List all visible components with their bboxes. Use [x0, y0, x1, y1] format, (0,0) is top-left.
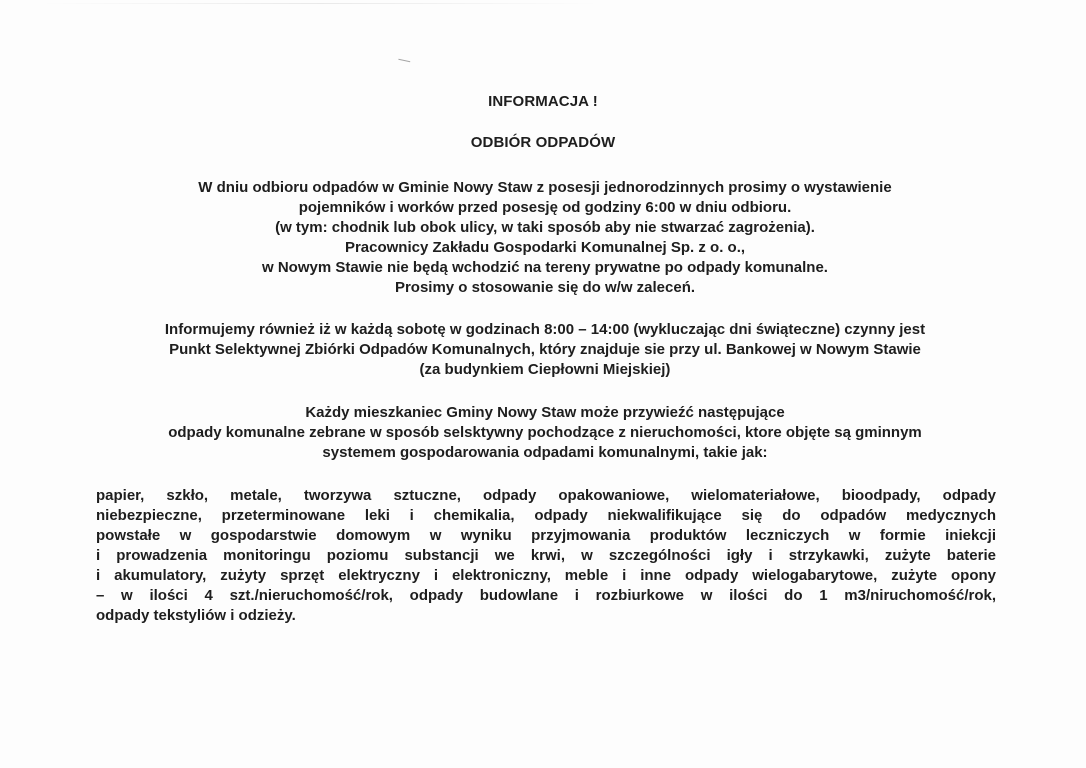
scan-artifact-line [40, 3, 600, 4]
paragraph-line: Punkt Selektywnej Zbiórki Odpadów Komunalnych, który znajduje sie przy ul. Bankowej w Nowym Stawie [169, 341, 921, 358]
paragraph-line: pojemników i worków przed posesję od godziny 6:00 w dniu odbioru. [298, 199, 792, 216]
paragraph-line: i akumulatory, zużyty sprzęt elektryczny i elektroniczny, meble i inne odpady wielogabarytowe, zużyte opony [96, 567, 996, 584]
waste-types-paragraph [96, 486, 996, 626]
residents-info-paragraph [60, 403, 1030, 463]
paragraph-line: Każdy mieszkaniec Gminy Nowy Staw może przywieźć następujące [305, 404, 785, 421]
pszok-info-paragraph [60, 320, 1030, 380]
document-title: INFORMACJA ! [488, 93, 598, 110]
paragraph-line: papier, szkło, metale, tworzywa sztuczne, odpady opakowaniowe, wielomateriałowe, bioodpady, odpady [96, 487, 996, 504]
paragraph-line: powstałe w gospodarstwie domowym w wyniku przyjmowania produktów leczniczych w formie iniekcji [96, 527, 996, 544]
paragraph-line: odpady tekstyliów i odzieży. [96, 607, 296, 624]
scan-artifact-mark [398, 59, 411, 65]
paragraph-line: odpady komunalne zebrane w sposób selsktywny pochodzące z nieruchomości, ktore objęte są gminnym [168, 424, 922, 441]
paragraph-line: Prosimy o stosowanie się do w/w zaleceń. [394, 279, 696, 296]
paragraph-line: Informujemy również iż w każdą sobotę w godzinach 8:00 – 14:00 (wykluczając dni świąteczne) czynny jest [164, 321, 926, 338]
paragraph-line: niebezpieczne, przeterminowane leki i chemikalia, odpady niekwalifikujące się do odpadów medycznych [96, 507, 996, 524]
paragraph-line: (za budynkiem Ciepłowni Miejskiej) [419, 361, 671, 378]
paragraph-line: w Nowym Stawie nie będą wchodzić na tereny prywatne po odpady komunalne. [262, 259, 828, 276]
collection-instructions-paragraph [60, 178, 1030, 298]
paragraph-line: (w tym: chodnik lub obok ulicy, w taki sposób aby nie stwarzać zagrożenia). [275, 219, 815, 236]
paragraph-line: W dniu odbioru odpadów w Gminie Nowy Staw z posesji jednorodzinnych prosimy o wystawienie [198, 179, 892, 196]
paragraph-line: – w ilości 4 szt./nieruchomość/rok, odpady budowlane i rozbiurkowe w ilości do 1 m3/niruchomość/rok, [96, 587, 996, 604]
paragraph-line: i prowadzenia monitoringu poziomu substancji we krwi, w szczególności igły i strzykawki, zużyte baterie [96, 547, 996, 564]
paragraph-line: systemem gospodarowania odpadami komunalnymi, takie jak: [322, 444, 768, 461]
document-subtitle: ODBIÓR ODPADÓW [470, 134, 616, 151]
paragraph-line: Pracownicy Zakładu Gospodarki Komunalnej Sp. z o. o., [344, 239, 746, 256]
